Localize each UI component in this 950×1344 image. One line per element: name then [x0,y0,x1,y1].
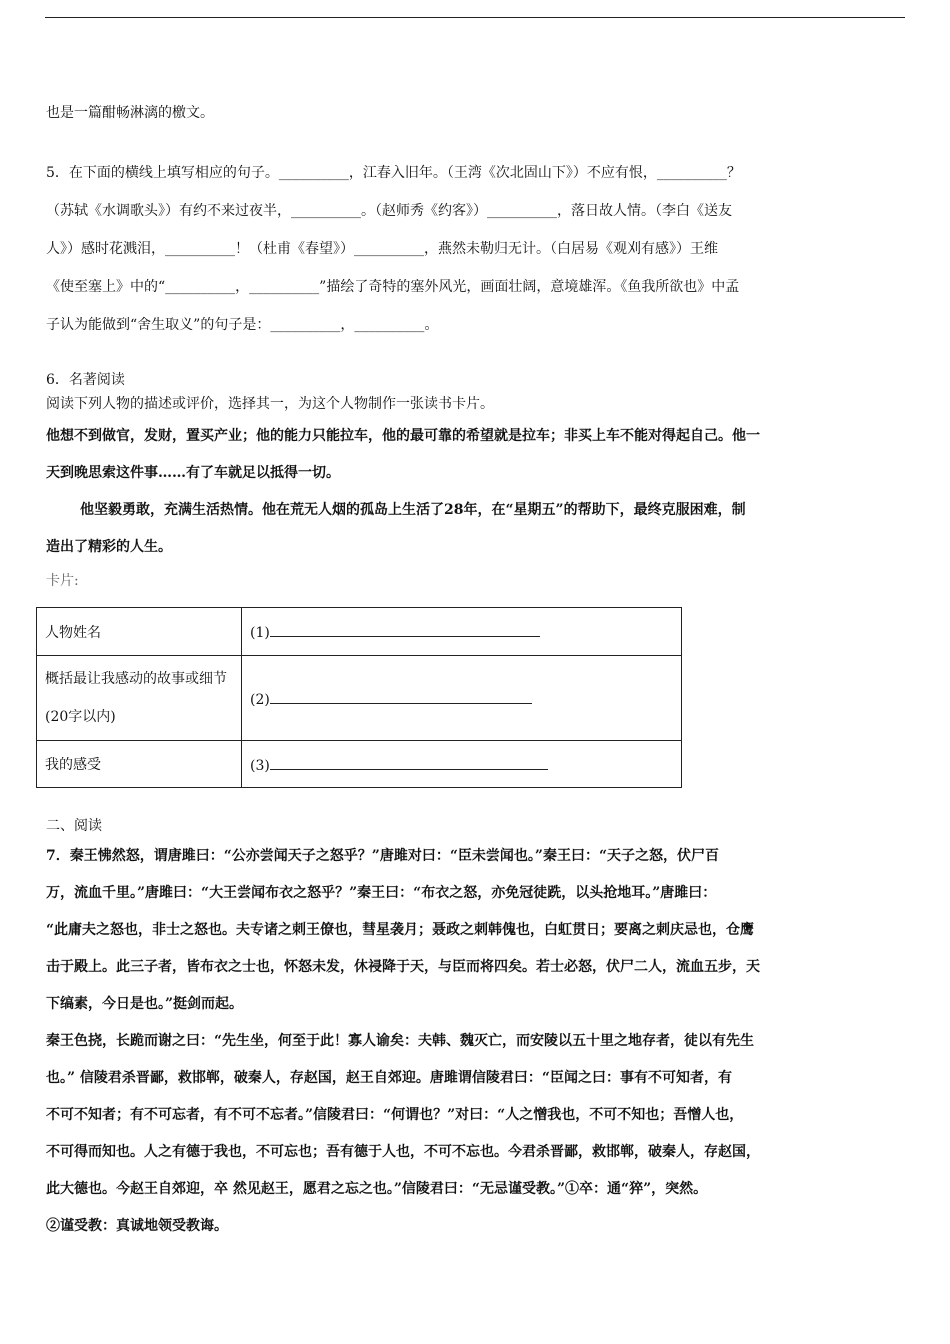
page-body [46,94,906,596]
passage-line: 此大德也。今赵王自郊迎，卒 然见赵王，愿君之忘之也。”信陵君曰：“无忌谨受教。”①卒：通“猝”，突然。 [46,1181,708,1197]
passage-line: 万，流血千里。”唐雎曰：“大王尝闻布衣之怒乎？”秦王曰：“布衣之怒，亦免冠徒跣，以头抢地耳。”唐雎曰： [46,885,717,901]
description-line: 他想不到做官，发财，置买产业；他的能力只能拉车，他的最可靠的希望就是拉车；非买上车不能对得起自己。他一 [46,428,760,444]
answer-blank[interactable] [270,755,548,770]
q5-line: （苏轼《水调歌头》）有约不来过夜半，__________。（赵师秀《约客》）__________，落日故人情。（李白《送友 [46,203,732,219]
card-row-label: 人物姓名 [37,608,242,656]
passage-line: 不可得而知也。人之有德于我也，不可忘也；吾有德于人也，不可不忘也。今君杀晋鄙，救邯郸，破秦人，存赵国， [46,1144,760,1160]
card-row-label: 概括最让我感动的故事或细节(20字以内) [37,656,242,741]
description-line: 天到晚思索这件事……有了车就足以抵得一切。 [46,465,340,481]
passage-line: 下缟素，今日是也。”挺剑而起。 [46,996,244,1012]
section-heading: 二、阅读 [46,818,102,834]
reading-section [46,814,906,1245]
passage-line: 7．秦王怫然怒，谓唐雎曰：“公亦尝闻天子之怒乎？”唐雎对曰：“臣未尝闻也。”秦王曰：“天子之怒，伏尸百 [46,848,720,864]
table-row [37,741,682,788]
card-answer-cell[interactable] [242,741,682,788]
question-6 [46,370,906,596]
card-answer-cell[interactable] [242,656,682,741]
q5-line: 《使至塞上》中的“__________，__________”描绘了奇特的塞外风光，画面壮阔，意境雄浑。《鱼我所欲也》中孟 [46,279,740,295]
passage-line: 也。” 信陵君杀晋鄙，救邯郸，破秦人，存赵国，赵王自郊迎。唐雎谓信陵君曰：“臣闻之曰：事有不可知者，有 [46,1070,732,1086]
q6-title: 6．名著阅读 [46,372,125,388]
description-line: 造出了精彩的人生。 [46,539,172,555]
q5-line: 人》）感时花溅泪，__________！（杜甫《春望》）__________，燕然未勒归无计。（白居易《观刈有感》）王维 [46,241,718,257]
reading-card-table [36,607,682,788]
q5-line: 子认为能做到“舍生取义”的句子是：__________，__________。 [46,317,439,333]
passage-line: 秦王色挠，长跪而谢之曰：“先生坐，何至于此！寡人谕矣：夫韩、魏灭亡，而安陵以五十里之地存者，徒以有先生 [46,1033,755,1049]
header-rule [45,17,905,18]
answer-blank[interactable] [270,622,540,637]
answer-blank[interactable] [270,689,532,704]
prev-text-continuation: 也是一篇酣畅淋漓的檄文。 [46,105,214,121]
question-5 [46,94,906,344]
description-line: 他坚毅勇敢，充满生活热情。他在荒无人烟的孤岛上生活了28年，在“星期五”的帮助下，最终克服困难，制 [80,502,746,518]
passage-line: 击于殿上。此三子者，皆布衣之士也，怀怒未发，休祲降于天，与臣而将四矣。若士必怒，伏尸二人，流血五步，天 [46,959,760,975]
q6-instructions: 阅读下列人物的描述或评价，选择其一，为这个人物制作一张读书卡片。 [46,396,494,412]
card-label: 卡片: [46,573,79,589]
table-row [37,608,682,656]
q5-line: 5．在下面的横线上填写相应的句子。__________，江春入旧年。（王湾《次北固山下》）不应有恨，__________？ [46,165,741,181]
passage-footnote: ②谨受教：真诚地领受教诲。 [46,1218,228,1234]
answer-number: (3) [250,757,270,774]
passage-line: 不可不知者；有不可忘者，有不可不忘者。”信陵君曰：“何谓也？”对曰：“人之憎我也，不可不知也；吾憎人也， [46,1107,744,1123]
card-row-label: 我的感受 [37,741,242,788]
answer-number: (2) [250,691,270,708]
q6-descriptions [46,418,906,566]
answer-number: (1) [250,625,270,641]
table-row [37,656,682,741]
passage-line: “此庸夫之怒也，非士之怒也。夫专诸之刺王僚也，彗星袭月；聂政之刺韩傀也，白虹贯日；要离之刺庆忌也，仓鹰 [46,922,755,938]
card-answer-cell[interactable] [242,608,682,656]
